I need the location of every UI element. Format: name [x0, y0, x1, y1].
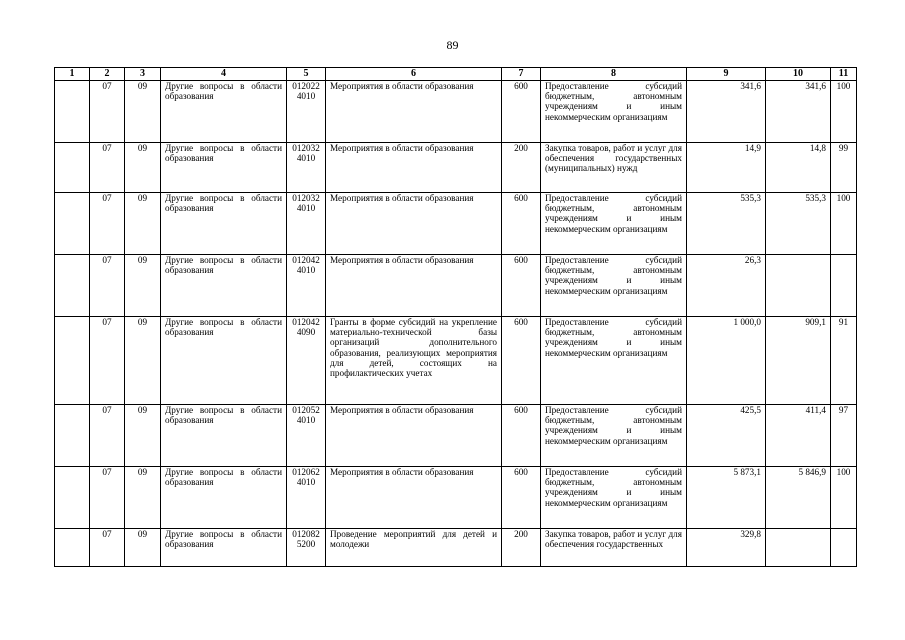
cell-section: 07 [90, 317, 125, 405]
cell-section: 07 [90, 529, 125, 567]
cell-percent: 91 [831, 317, 857, 405]
cell-expense-type: 600 [502, 255, 541, 317]
table-row [55, 317, 857, 405]
cell-article-name: Мероприятия в области образования [326, 405, 502, 467]
cell-executed: 909,1 [766, 317, 831, 405]
cell-section-name: Другие вопросы в области образования [161, 255, 287, 317]
cell-col1 [55, 405, 90, 467]
cell-section: 07 [90, 405, 125, 467]
cell-percent [831, 255, 857, 317]
table-row [55, 255, 857, 317]
column-header-9: 9 [687, 68, 766, 81]
cell-expense-name: Предоставление субсидий бюджетным, автономным учреждениям и иным некоммерческим организациям [541, 81, 687, 143]
cell-expense-type: 600 [502, 81, 541, 143]
cell-percent: 100 [831, 193, 857, 255]
cell-planned: 5 873,1 [687, 467, 766, 529]
page-number: 89 [446, 38, 459, 52]
cell-subsection: 09 [125, 81, 161, 143]
column-header-5: 5 [287, 68, 326, 81]
cell-col1 [55, 529, 90, 567]
cell-target-article: 012022 4010 [287, 81, 326, 143]
column-header-7: 7 [502, 68, 541, 81]
cell-expense-type: 200 [502, 143, 541, 193]
column-header-8: 8 [541, 68, 687, 81]
cell-section: 07 [90, 143, 125, 193]
cell-planned: 425,5 [687, 405, 766, 467]
cell-section-name: Другие вопросы в области образования [161, 405, 287, 467]
cell-target-article: 012052 4010 [287, 405, 326, 467]
cell-expense-name: Закупка товаров, работ и услуг для обеспечения государственных [541, 529, 687, 567]
cell-subsection: 09 [125, 529, 161, 567]
cell-target-article: 012042 4010 [287, 255, 326, 317]
cell-section-name: Другие вопросы в области образования [161, 143, 287, 193]
cell-target-article: 012032 4010 [287, 143, 326, 193]
cell-expense-name: Предоставление субсидий бюджетным, автономным учреждениям и иным некоммерческим организациям [541, 255, 687, 317]
cell-percent: 97 [831, 405, 857, 467]
cell-target-article: 012032 4010 [287, 193, 326, 255]
cell-col1 [55, 255, 90, 317]
budget-table [54, 67, 857, 567]
cell-subsection: 09 [125, 467, 161, 529]
cell-executed [766, 255, 831, 317]
table-row [55, 193, 857, 255]
cell-col1 [55, 193, 90, 255]
cell-percent: 100 [831, 467, 857, 529]
cell-executed: 535,3 [766, 193, 831, 255]
column-header-10: 10 [766, 68, 831, 81]
cell-section-name: Другие вопросы в области образования [161, 467, 287, 529]
cell-section-name: Другие вопросы в области образования [161, 529, 287, 567]
cell-section: 07 [90, 255, 125, 317]
cell-expense-type: 600 [502, 467, 541, 529]
cell-section-name: Другие вопросы в области образования [161, 81, 287, 143]
cell-article-name: Мероприятия в области образования [326, 255, 502, 317]
cell-subsection: 09 [125, 143, 161, 193]
cell-expense-name: Предоставление субсидий бюджетным, автономным учреждениям и иным некоммерческим организациям [541, 317, 687, 405]
cell-executed: 5 846,9 [766, 467, 831, 529]
cell-section: 07 [90, 193, 125, 255]
cell-article-name: Мероприятия в области образования [326, 81, 502, 143]
cell-expense-type: 600 [502, 317, 541, 405]
cell-article-name: Гранты в форме субсидий на укрепление материально-технической базы организаций дополнительного образования, реализующих мероприятия для детей, состоящих на профилактических учетах [326, 317, 502, 405]
column-header-11: 11 [831, 68, 857, 81]
cell-expense-type: 600 [502, 193, 541, 255]
cell-article-name: Мероприятия в области образования [326, 467, 502, 529]
cell-col1 [55, 81, 90, 143]
header-row [55, 68, 857, 81]
cell-planned: 329,8 [687, 529, 766, 567]
cell-planned: 341,6 [687, 81, 766, 143]
cell-col1 [55, 143, 90, 193]
cell-expense-name: Предоставление субсидий бюджетным, автономным учреждениям и иным некоммерческим организациям [541, 193, 687, 255]
column-header-4: 4 [161, 68, 287, 81]
cell-subsection: 09 [125, 317, 161, 405]
cell-percent [831, 529, 857, 567]
cell-expense-name: Предоставление субсидий бюджетным, автономным учреждениям и иным некоммерческим организациям [541, 405, 687, 467]
cell-article-name: Мероприятия в области образования [326, 143, 502, 193]
cell-expense-type: 200 [502, 529, 541, 567]
column-header-6: 6 [326, 68, 502, 81]
cell-section-name: Другие вопросы в области образования [161, 193, 287, 255]
cell-planned: 14,9 [687, 143, 766, 193]
table-row [55, 405, 857, 467]
cell-percent: 100 [831, 81, 857, 143]
cell-planned: 535,3 [687, 193, 766, 255]
cell-section: 07 [90, 467, 125, 529]
cell-expense-type: 600 [502, 405, 541, 467]
table-row [55, 467, 857, 529]
cell-planned: 1 000,0 [687, 317, 766, 405]
table-row [55, 143, 857, 193]
cell-section: 07 [90, 81, 125, 143]
cell-percent: 99 [831, 143, 857, 193]
cell-target-article: 012082 5200 [287, 529, 326, 567]
column-header-3: 3 [125, 68, 161, 81]
table-row [55, 81, 857, 143]
table-row [55, 529, 857, 567]
cell-target-article: 012062 4010 [287, 467, 326, 529]
column-header-1: 1 [55, 68, 90, 81]
cell-executed: 411,4 [766, 405, 831, 467]
cell-col1 [55, 317, 90, 405]
cell-executed: 14,8 [766, 143, 831, 193]
cell-section-name: Другие вопросы в области образования [161, 317, 287, 405]
cell-executed: 341,6 [766, 81, 831, 143]
cell-subsection: 09 [125, 193, 161, 255]
cell-target-article: 012042 4090 [287, 317, 326, 405]
cell-planned: 26,3 [687, 255, 766, 317]
column-header-2: 2 [90, 68, 125, 81]
cell-expense-name: Предоставление субсидий бюджетным, автономным учреждениям и иным некоммерческим организациям [541, 467, 687, 529]
cell-executed [766, 529, 831, 567]
cell-col1 [55, 467, 90, 529]
cell-subsection: 09 [125, 255, 161, 317]
cell-article-name: Мероприятия в области образования [326, 193, 502, 255]
cell-article-name: Проведение мероприятий для детей и молодежи [326, 529, 502, 567]
cell-subsection: 09 [125, 405, 161, 467]
cell-expense-name: Закупка товаров, работ и услуг для обеспечения государственных (муниципальных) нужд [541, 143, 687, 193]
